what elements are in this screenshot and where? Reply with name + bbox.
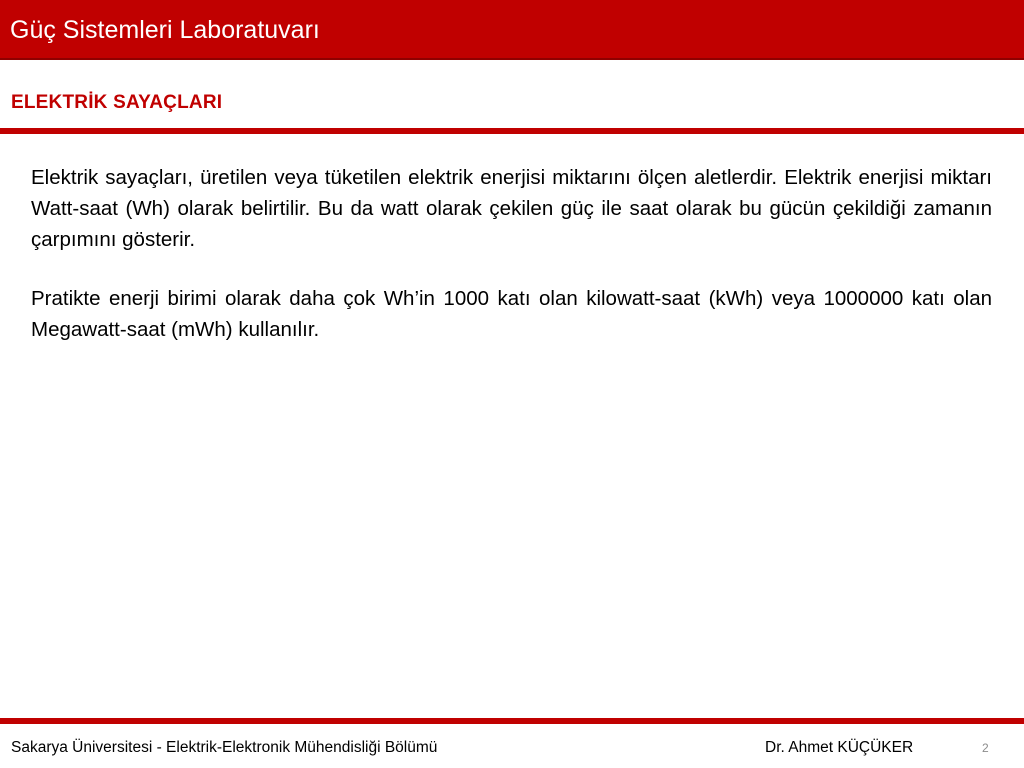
footer-institution: Sakarya Üniversitesi - Elektrik-Elektronik Mühendisliği Bölümü: [11, 739, 438, 756]
footer-author: Dr. Ahmet KÜÇÜKER: [765, 739, 914, 756]
section-heading: ELEKTRİK SAYAÇLARI: [11, 92, 223, 113]
body-text: [31, 162, 992, 373]
paragraph-2: Pratikte enerji birimi olarak daha çok Wh’in 1000 katı olan kilowatt-saat (kWh) veya 1000000 katı olan Megawatt-saat (mWh) kullanılır.: [31, 287, 992, 341]
slide-title: Güç Sistemleri Laboratuvarı: [10, 16, 320, 44]
top-divider: [0, 128, 1024, 134]
paragraph-1: Elektrik sayaçları, üretilen veya tüketilen elektrik enerjisi miktarını ölçen aletlerdir. Elektrik enerjisi miktarı Watt-saat (Wh) olarak belirtilir. Bu da watt olarak çekilen güç ile saat olarak bu gücün çekildiği zamanın çarpımını gösterir.: [31, 166, 992, 251]
title-banner: [0, 0, 1024, 60]
page-number: 2: [982, 741, 989, 755]
bottom-divider: [0, 718, 1024, 724]
